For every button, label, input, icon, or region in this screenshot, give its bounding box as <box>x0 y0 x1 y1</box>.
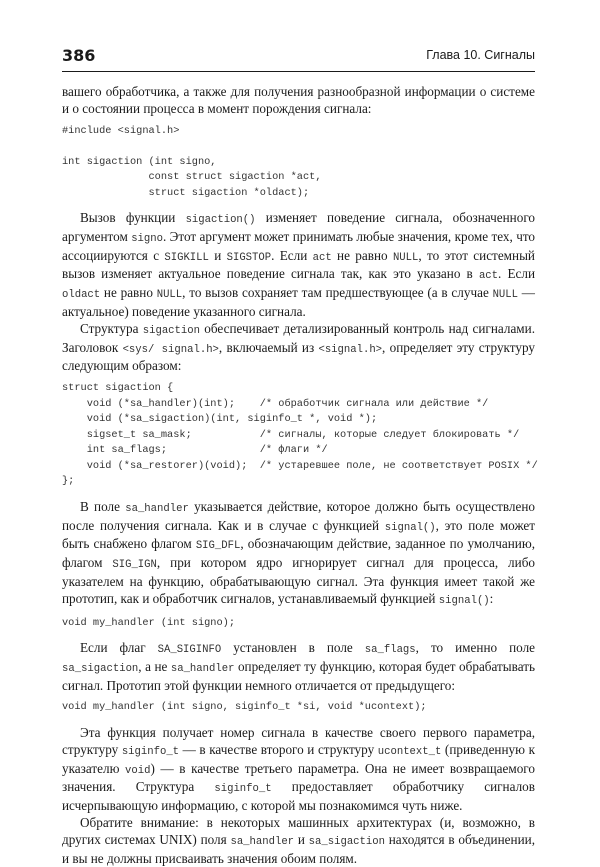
code-block-sigaction-prototype: #include <signal.h> int sigaction (int signo, const struct sigaction *act, struct sigaction *oldact); <box>62 124 322 199</box>
page-body <box>62 84 538 867</box>
paragraph-3: Структура sigaction обеспечивает детализированный контроль над сигналами. Заголовок <sys/ signal.h>, включаемый из <signal.h>, определяет эту структуру следующим образом: <box>62 320 535 374</box>
paragraph-4: В поле sa_handler указывается действие, которое должно быть осуществлено после получения сигнала. Как и в случае с функцией signal(), это поле может быть снабжено флагом SIG_DFL, обозначающим действие, заданное по умолчанию, флагом SIG_IGN, при котором ядро игнорирует сигнал для процесса, либо указателем на функцию, обрабатывающую сигнал. Эта функция имеет такой же прототип, как и обработчик сигналов, устанавливаемый функцией signal(): <box>62 498 536 607</box>
page-number: 386 <box>62 46 96 65</box>
page-header <box>62 46 535 68</box>
paragraph-7: Обратите внимание: в некоторых машинных архитектурах (и, возможно, в других системах UNIX) поля sa_handler и sa_sigaction находятся в объединении, и вы не должны присваивать значения обоим полям. <box>62 814 535 866</box>
code-block-struct-sigaction: struct sigaction { void (*sa_handler)(int); /* обработчик сигнала или действие */ void (*sa_sigaction)(int, siginfo_t *, void *); sigset_t sa_mask; /* сигналы, которые следует блокировать */ int sa_flags; /* флаги */ void (*sa_restorer)(void); /* устаревшее поле, не соответствует POSIX */ }; <box>62 382 538 488</box>
paragraph-5: Если флаг SA_SIGINFO установлен в поле sa_flags, то именно поле sa_sigaction, а не sa_handler определяет ту функцию, которая будет обрабатывать сигнал. Прототип этой функции немного отличается от предыдущего: <box>62 640 536 693</box>
chapter-title: Глава 10. Сигналы <box>426 48 535 62</box>
code-block-sigaction-handler-prototype: void my_handler (int signo, siginfo_t *si, void *ucontext); <box>62 701 427 714</box>
paragraph-2: Вызов функции sigaction() изменяет поведение сигнала, обозначенного аргументом signo. Этот аргумент может принимать любые значения, кроме тех, что ассоциируются с SIGKILL и SIGSTOP. Если act не равно NULL, то этот системный вызов изменяет актуальное поведение сигнала так, как это указано в act. Если oldact не равно NULL, то вызов сохраняет там предшествующее (а в случае NULL — актуальное) поведение указанного сигнала. <box>62 210 536 320</box>
paragraph-6: Эта функция получает номер сигнала в качестве своего первого параметра, структуру siginfo_t — в качестве второго и структуру ucontext_t (приведенную к указателю void) — в качестве третьего параметра. Она не имеет возвращаемого значения. Структура siginfo_t предоставляет обработчику сигналов исчерпывающую информацию, с которой мы познакомимся чуть ниже. <box>62 724 535 814</box>
code-block-handler-prototype: void my_handler (int signo); <box>62 616 236 629</box>
paragraph-1: вашего обработчика, а также для получения разнообразной информации о системе и о состоянии процесса в момент порождения сигнала: <box>62 84 535 116</box>
header-rule <box>62 71 535 72</box>
